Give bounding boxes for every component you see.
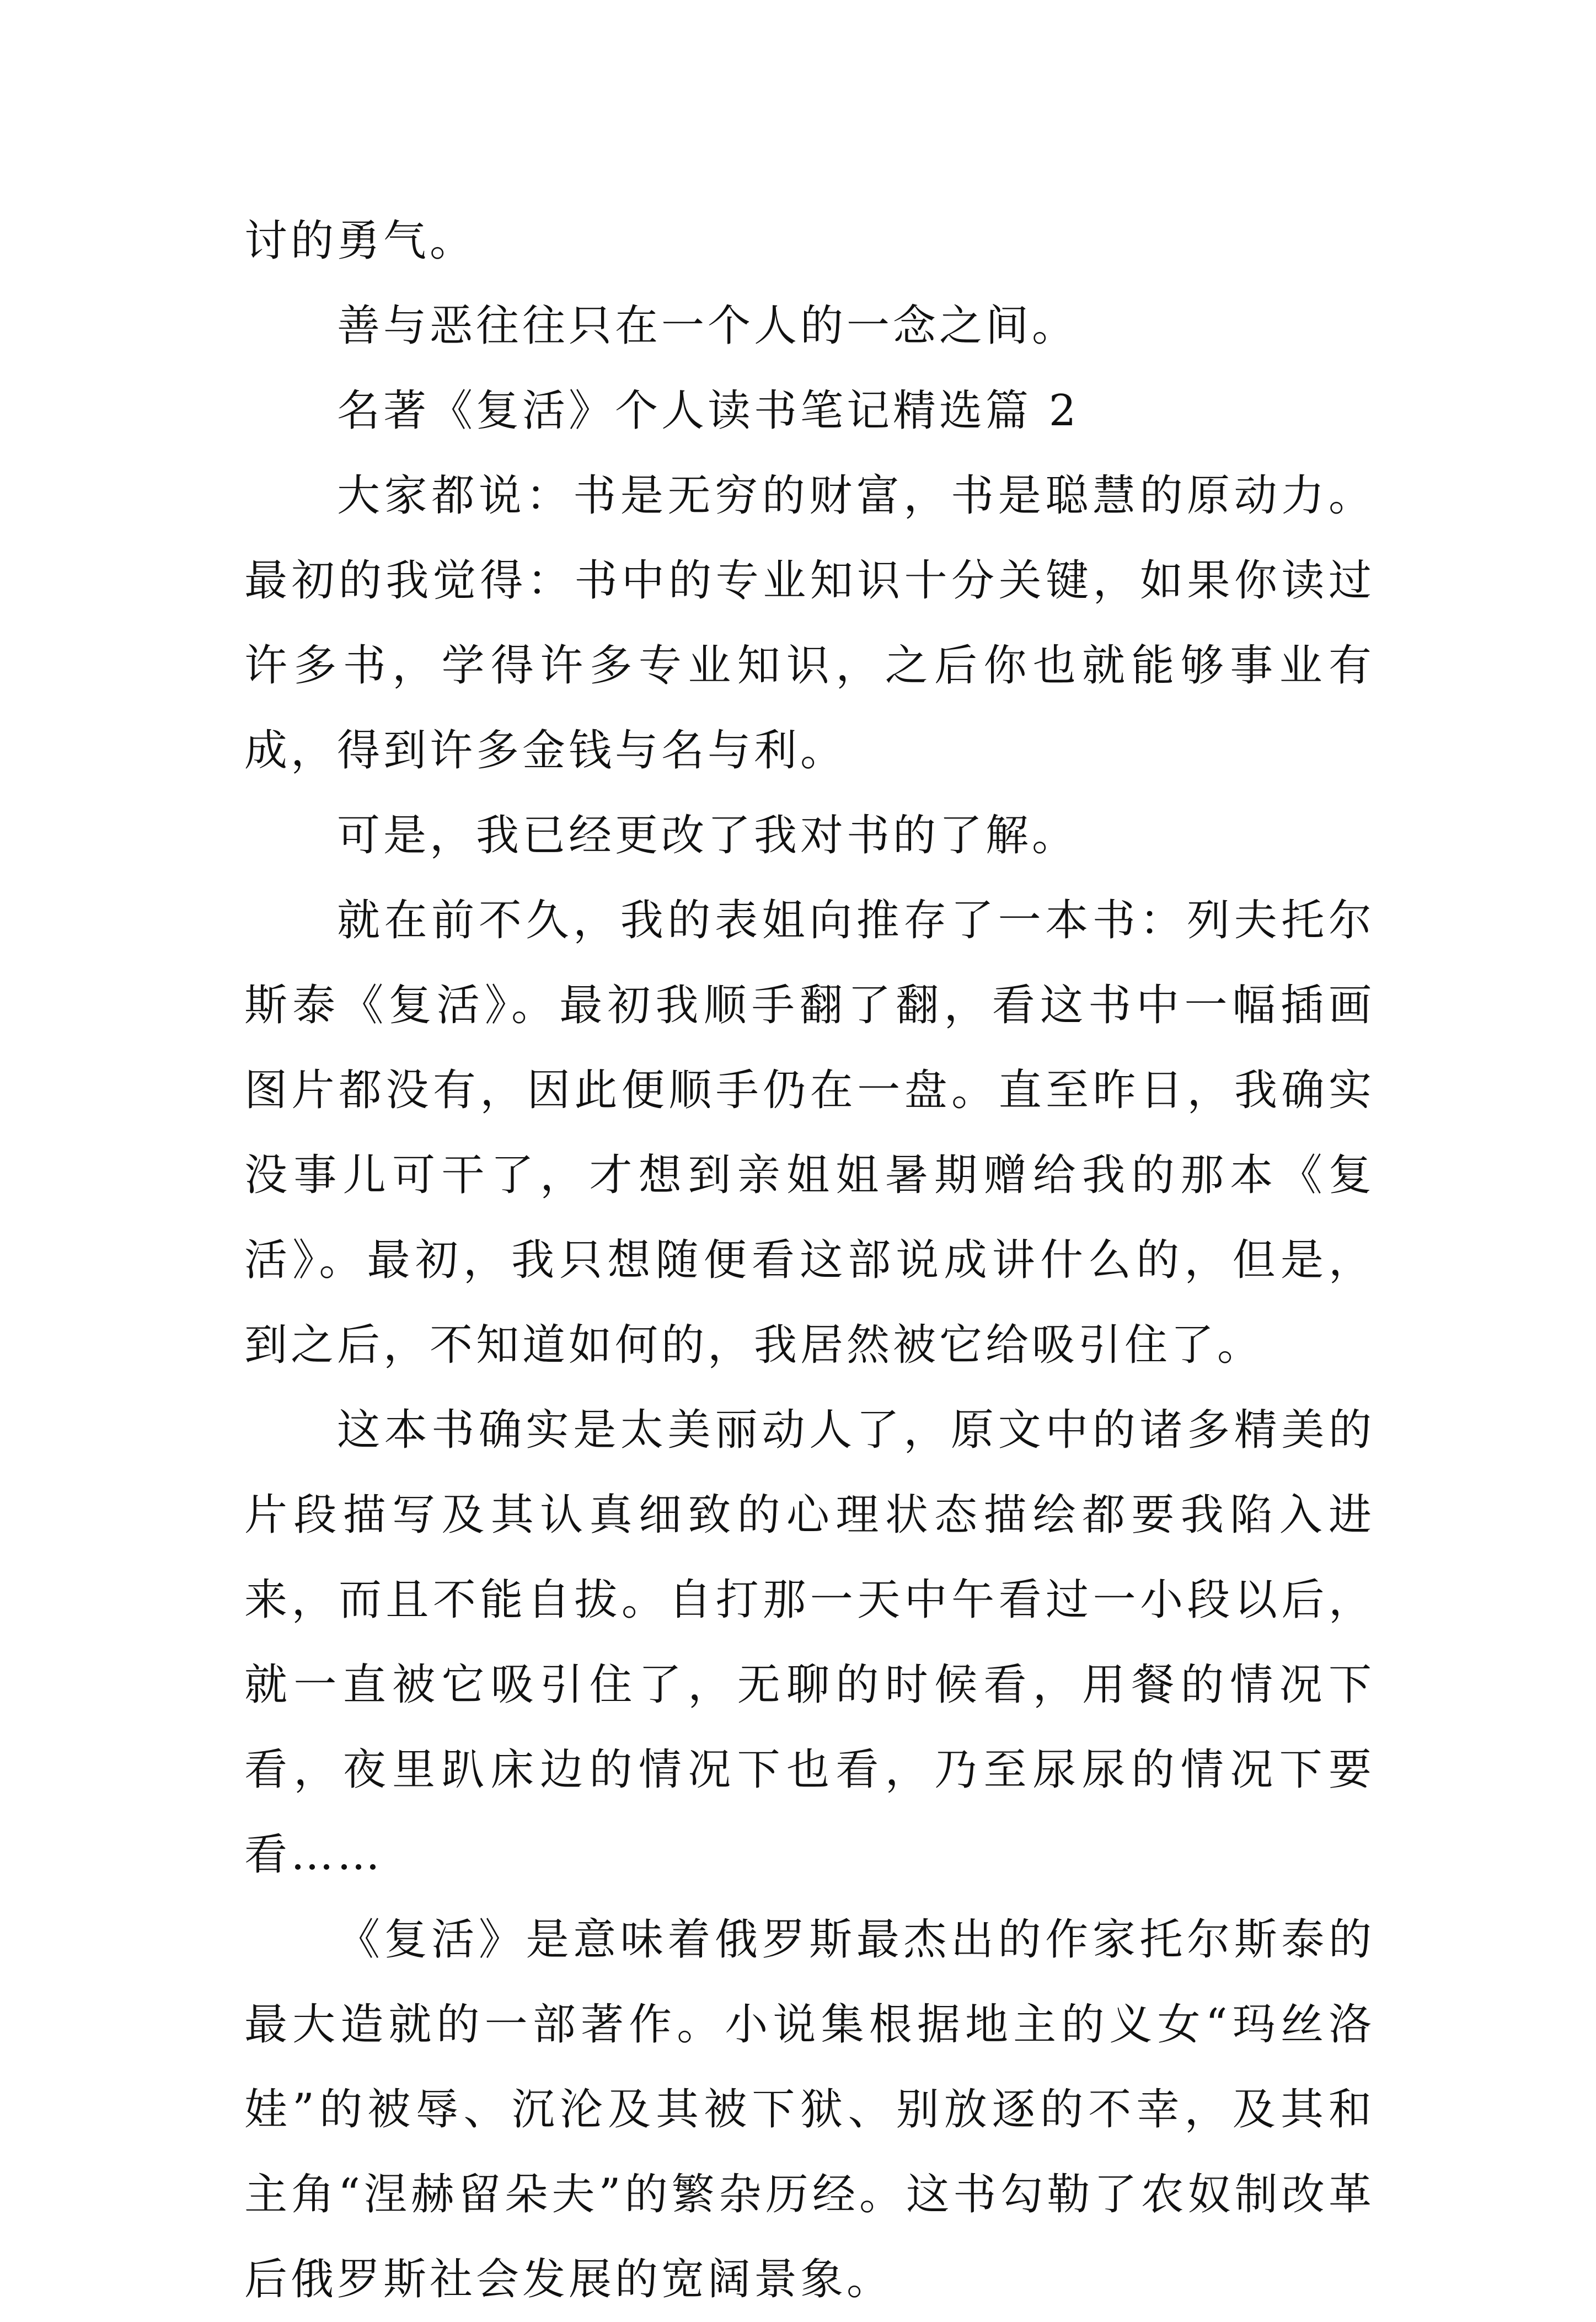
paragraph: 这本书确实是太美丽动人了，原文中的诸多精美的片段描写及其认真细致的心理状态描绘都要我陷入进来，而且不能自拔。自打那一天中午看过一小段以后，就一直被它吸引住了，无聊的时候看，用餐的情况下看，夜里趴床边的情况下也看，乃至尿尿的情况下要看…… bbox=[244, 1405, 1375, 1880]
paragraph: 可是，我已经更改了我对书的了解。 bbox=[337, 811, 1079, 860]
paragraph-continuation: 讨的勇气。 bbox=[244, 216, 476, 266]
paragraph: 《复活》是意味着俄罗斯最杰出的作家托尔斯泰的最大造就的一部著作。小说集根据地主的义女“玛丝洛娃”的被辱、沉沦及其被下狱、别放逐的不幸，及其和主角“涅赫留朵夫”的繁杂历经。这书勾勒了农奴制改革后俄罗斯社会发展的宽阔景象。 bbox=[244, 1915, 1375, 2304]
paragraph: 大家都说：书是无穷的财富，书是聪慧的原动力。最初的我觉得：书中的专业知识十分关键，如果你读过许多书，学得许多专业知识，之后你也就能够事业有成，得到许多金钱与名与利。 bbox=[244, 471, 1375, 775]
paragraph: 就在前不久，我的表姐向推存了一本书：列夫托尔斯泰《复活》。最初我顺手翻了翻，看这书中一幅插画图片都没有，因此便顺手仍在一盘。直至昨日，我确实没事儿可干了，才想到亲姐姐暑期赠给我的那本《复活》。最初，我只想随便看这部说成讲什么的，但是，到之后，不知道如何的，我居然被它给吸引住了。 bbox=[244, 896, 1375, 1370]
document-body bbox=[244, 199, 1375, 2322]
paragraph: 善与恶往往只在一个人的一念之间。 bbox=[337, 301, 1079, 351]
section-heading: 名著《复活》个人读书笔记精选篇 2 bbox=[337, 386, 1080, 436]
